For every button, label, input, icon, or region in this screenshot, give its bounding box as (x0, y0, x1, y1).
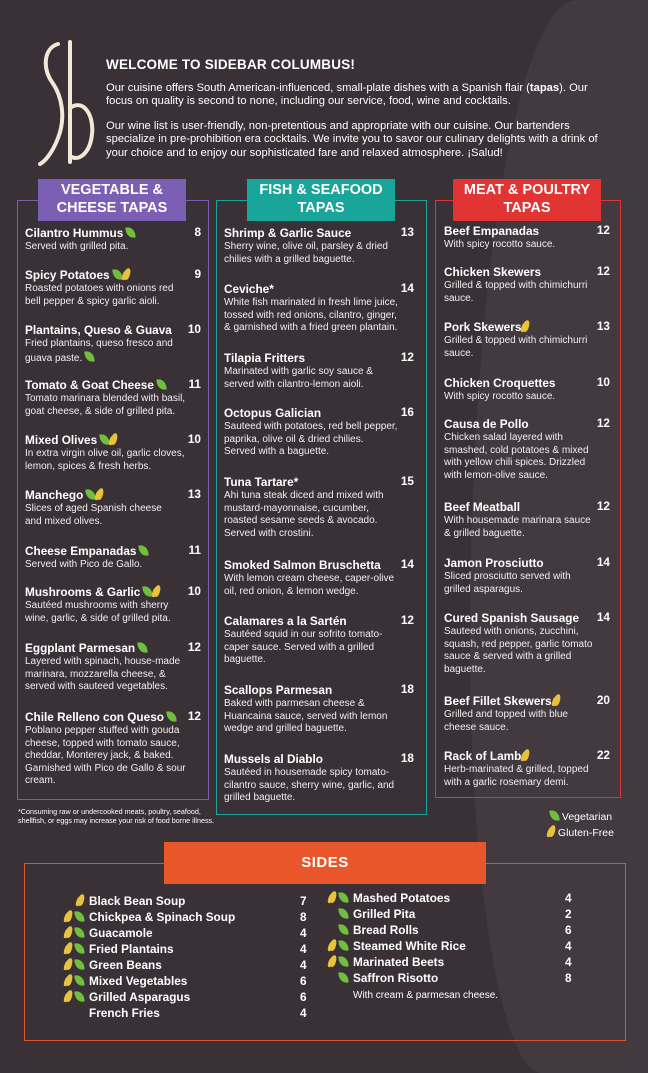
item-price: 15 (400, 474, 414, 488)
menu-item (224, 406, 414, 459)
side-item-price: 4 (300, 958, 307, 972)
veg-heading: VEGETABLE & CHEESE TAPAS (38, 179, 186, 221)
item-name: Beef Fillet Skewers (444, 694, 610, 709)
item-name: Manchego (25, 488, 201, 503)
wheat-icon (153, 584, 162, 597)
item-name: Chile Relleno con Queso (25, 710, 201, 725)
menu-item (25, 226, 201, 254)
leaf-icon (166, 710, 176, 722)
item-name: Beef Empanadas (444, 224, 540, 238)
item-description: Served with Pico de Gallo. (25, 559, 143, 570)
wheat-icon (122, 267, 131, 280)
menu-item (444, 556, 610, 596)
item-description: Sauteed with onions, zucchini, (444, 626, 579, 637)
wheat-icon (64, 957, 73, 970)
item-price: 14 (400, 281, 414, 295)
item-price: 12 (400, 350, 414, 364)
menu-item (224, 475, 414, 540)
item-description: Baked with parmesan cheese & (224, 698, 365, 709)
leaf-icon (139, 544, 149, 556)
disclaimer: *Consuming raw or undercooked meats, poultry, seafood, shellfish, or eggs may increase your risk of food borne illness. (18, 807, 215, 825)
leaf-icon (112, 268, 122, 280)
intro-section (106, 58, 616, 171)
item-description: Fried plantains, queso fresco and (25, 338, 173, 349)
menu-item (25, 710, 201, 788)
item-description: sauce. (444, 292, 474, 304)
item-name: Causa de Pollo (444, 417, 529, 431)
item-description: With lemon cream cheese, caper-olive (224, 573, 395, 584)
menu-item (224, 558, 414, 598)
leaf-icon (74, 942, 84, 954)
menu-item (25, 585, 201, 625)
wheat-icon (547, 824, 556, 837)
item-price: 14 (596, 610, 610, 624)
side-item-name: Black Bean Soup (89, 894, 186, 908)
item-description: oil, red onion, & lemon wedge. (224, 585, 359, 597)
leaf-icon (86, 488, 96, 500)
leaf-icon (338, 971, 348, 983)
wheat-icon (522, 319, 531, 332)
item-description: White fish marinated in fresh lime juice, (224, 297, 398, 308)
item-price: 11 (188, 543, 201, 557)
side-item-icons (52, 989, 84, 1005)
leaf-icon (338, 955, 348, 967)
side-item-icons (52, 941, 84, 957)
item-description: with lemon-olive sauce. (444, 469, 548, 481)
leaf-icon (85, 350, 95, 362)
side-item-icons (316, 954, 348, 970)
menu-item (25, 323, 201, 365)
item-name: Cheese Empanadas (25, 544, 201, 559)
item-name: Shrimp & Garlic Sauce (224, 226, 352, 240)
menu-item (444, 500, 610, 540)
item-price: 22 (596, 748, 610, 762)
menu-item (444, 417, 610, 482)
menu-item (224, 683, 414, 736)
item-price: 12 (187, 640, 201, 654)
menu-item (224, 226, 414, 266)
item-price: 12 (596, 416, 610, 430)
side-item-price: 4 (565, 955, 572, 969)
leaf-icon (126, 226, 136, 238)
item-description: cheddar, Monterey jack, & baked. (25, 750, 174, 761)
side-item-price: 4 (565, 939, 572, 953)
menu-item (224, 614, 414, 667)
item-description: Garnished with Pico de Gallo & sour (25, 762, 186, 774)
wheat-icon (64, 909, 73, 922)
item-description: Grilled and topped with blue (444, 709, 568, 720)
item-name: Mussels al Diablo (224, 752, 323, 766)
leaf-icon (338, 923, 348, 935)
item-price: 13 (187, 487, 201, 501)
item-description: Sautéed squid in our sofrito tomato- (224, 629, 383, 640)
menu-item (224, 351, 414, 391)
leaf-icon (74, 958, 84, 970)
item-description: & garnished with a fried green plantain. (224, 322, 398, 333)
side-item-name: Mixed Vegetables (89, 974, 188, 988)
item-description: bell pepper & spicy garlic aioli. (25, 295, 160, 307)
item-price: 12 (596, 499, 610, 513)
item-price: 20 (596, 693, 610, 707)
side-item-icons (316, 906, 348, 922)
side-item-icons (52, 893, 84, 909)
item-price: 16 (400, 405, 414, 419)
wheat-icon (64, 989, 73, 1002)
side-item-price: 4 (300, 1006, 307, 1020)
item-price: 12 (596, 223, 610, 237)
item-description: Sautéed in housemade spicy tomato- (224, 767, 390, 778)
wheat-icon (328, 938, 337, 951)
leaf-icon (156, 378, 166, 390)
item-name: Rack of Lamb (444, 749, 610, 764)
side-item-name: Bread Rolls (353, 923, 419, 937)
menu-item (444, 224, 610, 252)
side-item-icons (316, 922, 348, 938)
menu-item (444, 749, 610, 789)
item-description: caper sauce. Served with a grilled (224, 641, 375, 653)
side-item-icons (52, 957, 84, 973)
item-description: Served with grilled pita. (25, 241, 129, 252)
menu-item (444, 376, 610, 404)
item-description: smashed, cold potatoes & mixed (444, 444, 589, 456)
side-item-price: 4 (300, 942, 307, 956)
side-item-price: 6 (300, 990, 307, 1004)
sides-heading: SIDES (164, 842, 486, 884)
item-name: Mixed Olives (25, 433, 201, 448)
item-name: Plantains, Queso & Guava (25, 323, 172, 337)
leaf-icon (338, 907, 348, 919)
item-name: Calamares a la Sartén (224, 614, 347, 628)
item-description: baguette. (444, 663, 486, 675)
item-description: Served with crostini. (224, 527, 314, 539)
item-description: served with sauteed vegetables. (25, 681, 168, 692)
legend (547, 810, 614, 841)
side-item-price: 4 (565, 891, 572, 905)
wheat-icon (96, 487, 105, 500)
item-price: 14 (400, 557, 414, 571)
side-item-name: Grilled Pita (353, 907, 416, 921)
item-description: & grilled baguette. (444, 527, 525, 539)
item-description: With spicy rocotto sauce. (444, 391, 556, 402)
item-description: Huancaina sauce, served with lemon (224, 710, 388, 722)
menu-item (25, 268, 201, 308)
menu-item (25, 378, 201, 418)
item-price: 10 (187, 584, 201, 598)
item-price: 13 (596, 319, 610, 333)
item-description: Roasted potatoes with onions red (25, 283, 174, 294)
item-price: 12 (187, 709, 201, 723)
wheat-icon (64, 925, 73, 938)
leaf-icon (338, 939, 348, 951)
side-item-price: 8 (565, 971, 572, 985)
item-description: Tomato marinara blended with basil, (25, 393, 186, 404)
item-description: With housemade marinara sauce (444, 515, 591, 526)
menu-item (444, 611, 610, 676)
item-price: 10 (596, 375, 610, 389)
item-price: 10 (187, 322, 201, 336)
item-name: Octopus Galician (224, 406, 322, 420)
leaf-icon (549, 809, 559, 821)
wheat-icon (328, 890, 337, 903)
side-item-icons (316, 970, 348, 986)
item-price: 14 (596, 555, 610, 569)
item-name: Chicken Croquettes (444, 376, 556, 390)
item-name: Pork Skewers (444, 320, 610, 335)
item-name: Mushrooms & Garlic (25, 585, 201, 600)
item-name: Spicy Potatoes (25, 268, 201, 283)
wheat-icon (64, 941, 73, 954)
side-item-name: Mashed Potatoes (353, 891, 451, 905)
item-name: Ceviche* (224, 282, 274, 296)
item-description: tossed with red onions, cilantro, ginger, (224, 309, 397, 321)
item-price: 18 (400, 682, 414, 696)
side-item-icons (52, 925, 84, 941)
item-price: 8 (194, 225, 201, 239)
item-description: Sauteed with potatoes, red bell pepper, (224, 421, 398, 432)
menu-item (224, 752, 414, 805)
item-price: 9 (194, 267, 201, 281)
item-description: goat cheese, & side of grilled pita. (25, 405, 176, 417)
item-description: Poblano pepper stuffed with gouda (25, 725, 180, 736)
item-description: paprika, olive oil & dried chilies. (224, 433, 364, 445)
side-item-name: Green Beans (89, 958, 162, 972)
leaf-icon (74, 990, 84, 1002)
side-item-name: French Fries (89, 1006, 160, 1020)
item-description: roasted sesame seeds & avocado. (224, 515, 378, 526)
side-item-name: Saffron Risotto (353, 971, 439, 985)
menu-item (444, 694, 610, 734)
item-description: lemon, spices & fresh herbs. (25, 460, 152, 472)
item-description: Layered with spinach, house-made (25, 656, 181, 667)
side-item-price: 2 (565, 907, 572, 921)
side-item-name: Guacamole (89, 926, 153, 940)
leaf-icon (338, 891, 348, 903)
item-description: cilantro sauce, sherry wine, garlic, and (224, 779, 395, 791)
item-description: Sliced prosciutto served with (444, 571, 571, 582)
item-price: 18 (400, 751, 414, 765)
item-price: 13 (400, 225, 414, 239)
menu-item (25, 641, 201, 694)
side-item-name: Marinated Beets (353, 955, 445, 969)
legend-gluten-free: Gluten-Free (547, 825, 614, 841)
item-description: Grilled & topped with chimichurri (444, 335, 588, 346)
leaf-icon (74, 974, 84, 986)
intro-paragraph-1: Our cuisine offers South American-influenced, small-plate dishes with a Spanish flair (tapas). Our focus on quality is second to none, including our service, food, wine and cocktails. (106, 81, 588, 107)
side-item-name: Chickpea & Spinach Soup (89, 910, 236, 924)
side-item-icons (52, 973, 84, 989)
sidebar-logo (36, 38, 96, 168)
leaf-icon (99, 433, 109, 445)
menu-item (444, 320, 610, 360)
item-price: 12 (596, 264, 610, 278)
side-item-name: Steamed White Rice (353, 939, 466, 953)
item-description: With spicy rocotto sauce. (444, 239, 556, 250)
item-description: cheese, topped with tomato sauce, (25, 737, 180, 749)
menu-item (25, 488, 201, 528)
meat-heading: MEAT & POULTRY TAPAS (453, 179, 601, 221)
item-description: Marinated with garlic soy sauce & (224, 366, 373, 377)
item-description: Chicken salad layered with (444, 432, 563, 443)
item-description: wine, garlic, & side of grilled pita. (25, 612, 171, 624)
item-name: Tomato & Goat Cheese (25, 378, 201, 393)
leaf-icon (74, 910, 84, 922)
item-description: wedge and grilled baguette. (224, 723, 347, 734)
side-item-price: 8 (300, 910, 307, 924)
item-description: chilies with a grilled baguette. (224, 253, 355, 265)
intro-paragraph-2: Our wine list is user-friendly, non-pretentious and appropriate with our cuisine. Our bartenders specialize in pre-prohibition era cocktails. We invite you to savor our culinary delights with a drink of your choice and to enjoy our sophisticated fare and relaxed atmosphere. ¡Salud! (106, 119, 598, 159)
item-description: Slices of aged Spanish cheese (25, 503, 162, 514)
item-description: Herb-marinated & grilled, topped (444, 764, 589, 775)
item-name: Cured Spanish Sausage (444, 611, 580, 625)
item-description: and mixed olives. (25, 515, 103, 527)
wheat-icon (64, 973, 73, 986)
item-description: marinara, mozzarella cheese, & (25, 668, 166, 680)
item-price: 10 (187, 432, 201, 446)
side-item-icons (316, 938, 348, 954)
item-description: Grilled & topped with chimichurri (444, 280, 588, 291)
item-description: squash, red pepper, garlic tomato (444, 638, 593, 650)
side-item-price: 6 (565, 923, 572, 937)
item-description: In extra virgin olive oil, garlic cloves, (25, 448, 185, 459)
item-name: Eggplant Parmesan (25, 641, 201, 656)
item-description: mustard-mayonnaise, cucumber, (224, 502, 370, 514)
item-description: cream. (25, 775, 56, 786)
item-description: guava paste. (25, 351, 201, 366)
welcome-title: WELCOME TO SIDEBAR COLUMBUS! (106, 57, 356, 72)
leaf-icon (74, 926, 84, 938)
item-description: Ahi tuna steak diced and mixed with (224, 490, 384, 501)
menu-item (25, 433, 201, 473)
item-name: Beef Meatball (444, 500, 521, 514)
side-item-name: Grilled Asparagus (89, 990, 191, 1004)
item-description: sauce & served with a grilled (444, 651, 572, 662)
wheat-icon (328, 954, 337, 967)
fish-heading: FISH & SEAFOOD TAPAS (247, 179, 395, 221)
item-description: Sautéed mushrooms with sherry (25, 600, 169, 611)
item-description: Served with a baguette. (224, 446, 330, 457)
item-description: Sherry wine, olive oil, parsley & dried (224, 241, 388, 252)
item-description: with yellow chili spices. Drizzled (444, 457, 586, 468)
item-name: Jamon Prosciutto (444, 556, 544, 570)
side-item-description: With cream & parmesan cheese. (353, 990, 499, 1001)
side-item-price: 6 (300, 974, 307, 988)
leaf-icon (143, 585, 153, 597)
item-price: 12 (400, 613, 414, 627)
menu-item (25, 544, 201, 572)
item-name: Chicken Skewers (444, 265, 542, 279)
side-item-price: 7 (300, 894, 307, 908)
legend-vegetarian: Vegetarian (547, 810, 614, 825)
item-name: Cilantro Hummus (25, 226, 201, 241)
item-description: with a garlic rosemary demi. (444, 776, 569, 788)
item-description: sauce. (444, 347, 474, 359)
item-name: Smoked Salmon Bruschetta (224, 558, 381, 572)
item-description: grilled asparagus. (444, 583, 523, 595)
side-item-icons (316, 890, 348, 906)
wheat-icon (552, 693, 561, 706)
menu-item (224, 282, 414, 335)
side-item-name: Fried Plantains (89, 942, 174, 956)
item-name: Scallops Parmesan (224, 683, 333, 697)
item-price: 11 (188, 377, 201, 391)
item-name: Tuna Tartare* (224, 475, 299, 489)
item-description: grilled baguette. (224, 792, 296, 803)
leaf-icon (137, 641, 147, 653)
item-description: cheese sauce. (444, 721, 509, 733)
item-description: baguette. (224, 654, 266, 665)
menu-item (444, 265, 610, 305)
side-item-price: 4 (300, 926, 307, 940)
wheat-icon (109, 432, 118, 445)
wheat-icon (522, 748, 531, 761)
item-description: served with cilantro-lemon aioli. (224, 378, 364, 390)
side-item-icons (52, 909, 84, 925)
item-name: Tilapia Fritters (224, 351, 306, 365)
